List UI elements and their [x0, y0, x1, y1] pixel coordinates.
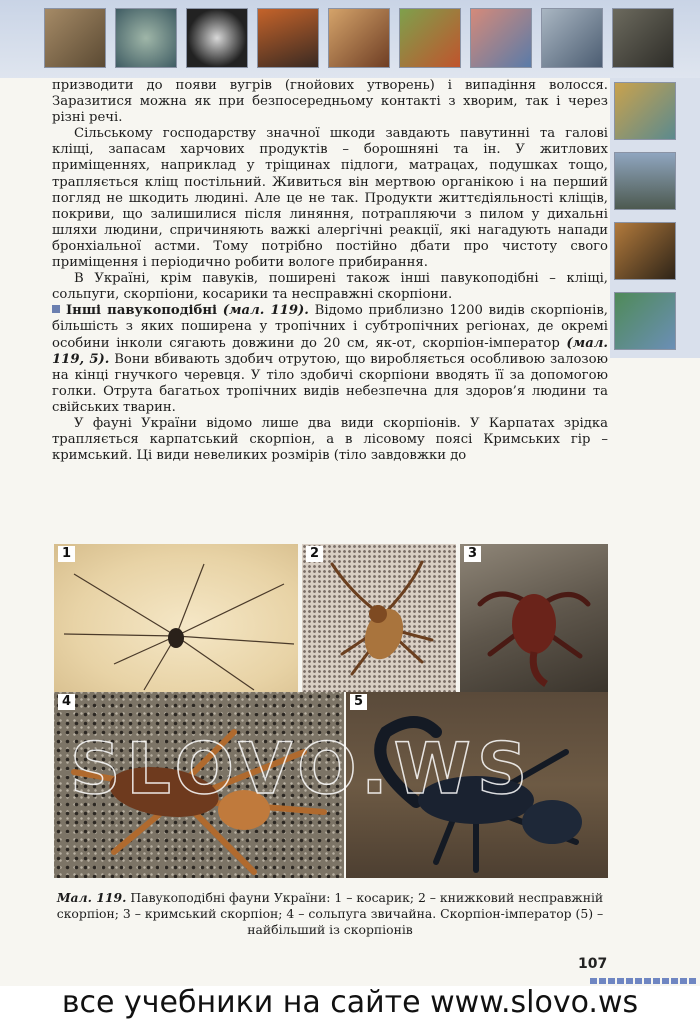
protozoa-thumbnail [115, 8, 177, 68]
paragraph-4 [52, 303, 608, 416]
page-number: 107 [578, 956, 608, 972]
bird-thumbnail [614, 152, 676, 210]
coral-thumbnail [257, 8, 319, 68]
figure-reference: (мал. 119). [222, 303, 309, 319]
caterpillar-thumbnail [328, 8, 390, 68]
paragraph-5: У фауні України відомо лише два види скорпіонів. У Карпатах зрідка трапляється карпатський скорпіон, а в лісовому поясі Кримських гір – кримський. Ці види невеликих розмірів (тіло завдовжки до [52, 415, 608, 464]
footer-banner[interactable]: все учебники на сайте www.slovo.ws [0, 986, 700, 1024]
butterfly-thumbnail [399, 8, 461, 68]
page-decor-dots [590, 978, 696, 984]
paragraph-1: призводити до появи вугрів (гнойових утворень) і випадіння волосся. Заразитися можна як при безпосередньому контакті з хворим, так і через різні речі. [52, 78, 608, 126]
figure-caption [52, 890, 608, 938]
snake-thumbnail [614, 82, 676, 140]
section-bullet-icon [52, 305, 60, 313]
rock-thumbnail [612, 8, 674, 68]
tiger-thumbnail [614, 222, 676, 280]
figure-reference-2: (мал. 119, 5). [52, 335, 608, 367]
fish-thumbnail [541, 8, 603, 68]
watermark: SLOVO.WS [70, 728, 534, 810]
body-text [52, 78, 608, 464]
paragraph-4-text-b: Вони вбивають здобич отрутою, що виробляється особливою залозою на кінці гнучкого черевця. У тіло здобичі скорпіони вводять її за допомогою голки. Отрута багатьох тропічних видів небезпечна для здоров’я людини та свійських тварин. [52, 351, 608, 415]
top-image-band [0, 0, 700, 78]
paragraph-3: В Україні, крім павуків, поширені також інші павукоподібні – кліщі, сольпуги, скорпіони, косарики та несправжні скорпіони. [52, 271, 608, 303]
harvestman-illustration [54, 544, 298, 692]
photo-number-5: 5 [350, 694, 367, 710]
paragraph-2: Сільському господарству значної шкоди завдають павутинні та галові кліщі, запасам харчових продуктів – борошняні та ін. У житлових приміщеннях, наприклад у тріщинах підлоги, матрацах, подушках тощо, трапляється кліщ постільний. Живиться він мертвою органікою і на перший погляд не шкодить людині. Але це не так. Продукти життєдіяльності кліщів, покриви, що залишилися після линяння, потрапляючи з пилом у дихальні шляхи людини, спричиняють важкі алергічні реакції, які нагадують напади бронхіальної астми. Тому потрібно постійно дбати про чистоту свого приміщення і періодично робити вологе прибирання. [52, 126, 608, 271]
photo-crimean-scorpion [460, 544, 608, 692]
sea-anemone-thumbnail [470, 8, 532, 68]
photo-number-1: 1 [58, 546, 75, 562]
crimean-scorpion-illustration [460, 544, 608, 692]
photo-number-3: 3 [464, 546, 481, 562]
radiolarian-thumbnail [186, 8, 248, 68]
plant-thumbnail [614, 292, 676, 350]
photo-pseudoscorpion [302, 544, 456, 692]
paragraph-4-text-a: Відомо приблизно 1200 видів скорпіонів, більшість з яких поширена у тропічних і субтропічних регіонах, де окремі особини інколи сягають довжини до 20 см, як-от, скорпіон-імператор [52, 303, 608, 351]
chipmunk-thumbnail [44, 8, 106, 68]
pseudoscorpion-illustration [302, 544, 456, 692]
photo-number-2: 2 [306, 546, 323, 562]
section-heading: Інші павукоподібні [66, 303, 217, 319]
caption-text: Павукоподібні фауни України: 1 – косарик; 2 – книжковий несправжній скорпіон; 3 – кримський скорпіон; 4 – сольпуга звичайна. Скорпіон-імператор (5) – найбільший із скорпіонів [56, 890, 604, 937]
caption-label: Мал. 119. [56, 890, 127, 905]
photo-number-4: 4 [58, 694, 75, 710]
photo-harvestman [54, 544, 298, 692]
